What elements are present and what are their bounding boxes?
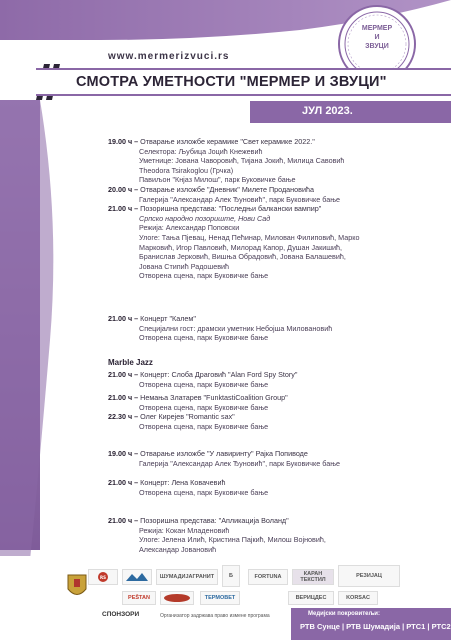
event-line: 20.00 ч – Отварање изложбе "Дневник" Милете Продановића xyxy=(108,185,314,194)
event-detail: Српско народно позориште, Нови Сад xyxy=(139,213,271,223)
event-detail: Павиљон "Кнјаз Милош", парк Буковичке бање xyxy=(139,175,296,185)
event-detail: Александар Јовановић xyxy=(139,544,217,554)
sponsor-logo xyxy=(160,591,194,605)
event-detail: Режија: Кокан Младеновић xyxy=(139,525,230,535)
sponsor-logo: FORTUNA xyxy=(248,569,288,585)
schedule-day: 22. ЈУЛ xyxy=(58,448,94,459)
event-detail: Улоге: Тања Пјевац, Ненад Пећинар, Милован Филиповић, Марко xyxy=(139,233,360,242)
event-detail: Галерија "Александар Алек Ђуновић", парк Буковичке бање xyxy=(139,194,341,204)
sponsor-logo: ВЕРИЦДЕС xyxy=(288,591,334,605)
event-detail: Галерија "Александар Алек Ђуновић", парк Буковичке бање xyxy=(139,458,341,468)
event-detail: Марковић, Игор Павловић, Милорад Капор, Душан Јакишић, xyxy=(139,242,343,252)
event-line: 21.00 ч – Позоришна представа: "Последњи балкански вампир" xyxy=(108,204,322,214)
event-detail: Отворена сцена, парк Буковичке бање xyxy=(139,487,269,497)
sponsor-logo: ШУМАДИЈАГРАНИТ xyxy=(156,569,218,585)
event-line: 21.00 ч – Немања Златарев "FunktastiCoalition Group" xyxy=(108,393,288,402)
sponsor-logo: Б xyxy=(222,565,240,587)
event-detail: Режија: Александар Поповски xyxy=(139,223,240,233)
sponsor-logo: ТЕРМОВЕТ xyxy=(200,591,240,605)
event-detail: Бранислав Јерковић, Вишња Обрадовић, Јована Балашевић, xyxy=(139,252,346,262)
event-line: 19.00 ч – Отварање изложбе "У лавиринту" Рајка Попиводе xyxy=(108,449,308,458)
media-sponsors-label: Медијски покровитељи: xyxy=(308,611,380,617)
event-line: 21.00 ч – Концерт: Слоба Драговић "Alan Ford Spy Story" xyxy=(108,370,298,379)
event-line: 21.00 ч – Позоришна представа: "Апликација Воланд" xyxy=(108,516,289,525)
event-detail: Специјални гост: драмски уметник Небојша Миловановић xyxy=(139,323,333,333)
logo-text: МЕРМЕР И ЗВУЦИ xyxy=(361,25,393,50)
organizer-note: Организатор задржава право измене програма xyxy=(160,613,270,619)
schedule-day: 01. ЈУЛ xyxy=(58,136,94,147)
schedule-day: 14. ЈУЛ xyxy=(58,369,94,380)
marble-jazz-heading: Marble Jazz xyxy=(108,358,153,367)
event-detail: Отворена сцена, парк Буковичке бање xyxy=(139,333,269,343)
sponsor-logo xyxy=(122,569,152,585)
event-detail: Отворена сцена, парк Буковичке бање xyxy=(139,379,269,389)
svg-text:RS: RS xyxy=(100,575,106,580)
event-detail: Отворена сцена, парк Буковичке бање xyxy=(139,271,269,281)
sponsor-logo: КАРАН ТЕКСТИЛ xyxy=(292,569,334,585)
event-detail: Уметнице: Јована Чаворовић, Тијана Јокић, Милица Савовић xyxy=(139,156,345,166)
schedule-day: 07. ЈУЛ xyxy=(58,313,94,324)
event-detail: Theodora Tsirakoglou (Грчка) xyxy=(139,165,234,175)
sponsor-logo: KORSAC xyxy=(338,591,378,605)
event-line: 19.00 ч – Отварање изложбе керамике "Свет керамике 2022." xyxy=(108,137,315,146)
website-url[interactable]: www.mermerizvuci.rs xyxy=(108,51,230,62)
schedule-day: 15. ЈУЛ xyxy=(58,392,94,403)
sponsor-logo: РЕЗИЈАЦ xyxy=(338,565,400,587)
event-detail: Јована Стипић Радошевић xyxy=(139,261,230,271)
event-line: 22.30 ч – Олег Кирејев "Romantic sax" xyxy=(108,412,235,422)
crest-icon xyxy=(66,571,88,601)
sponsor-logo xyxy=(88,569,118,585)
schedule-day: 29. ЈУЛ xyxy=(58,515,94,526)
event-detail: Улоге: Јелена Илић, Кристина Пајкић, Милош Војновић, xyxy=(139,535,326,545)
date-range: ЈУЛ 2023. xyxy=(302,105,353,117)
sponsors-label: СПОНЗОРИ xyxy=(102,611,140,618)
sponsor-logo: PEŠTAN xyxy=(122,591,156,605)
left-curve xyxy=(0,100,120,560)
event-line: 21.00 ч – Концерт: Лена Ковачевић xyxy=(108,478,226,488)
event-detail: Отворена сцена, парк Буковичке бање xyxy=(139,402,269,412)
event-detail: Селектора: Љубица Јоцић Кнежевић xyxy=(139,146,263,156)
page-title: СМОТРА УМЕТНОСТИ "МЕРМЕР И ЗВУЦИ" xyxy=(76,74,387,90)
media-sponsors-list: РТВ Сунце | РТВ Шумадија | РТС1 | РТС2 xyxy=(300,622,451,631)
event-line: 21.00 ч – Концерт "Калем" xyxy=(108,314,196,323)
event-detail: Отворена сцена, парк Буковичке бање xyxy=(139,421,269,431)
